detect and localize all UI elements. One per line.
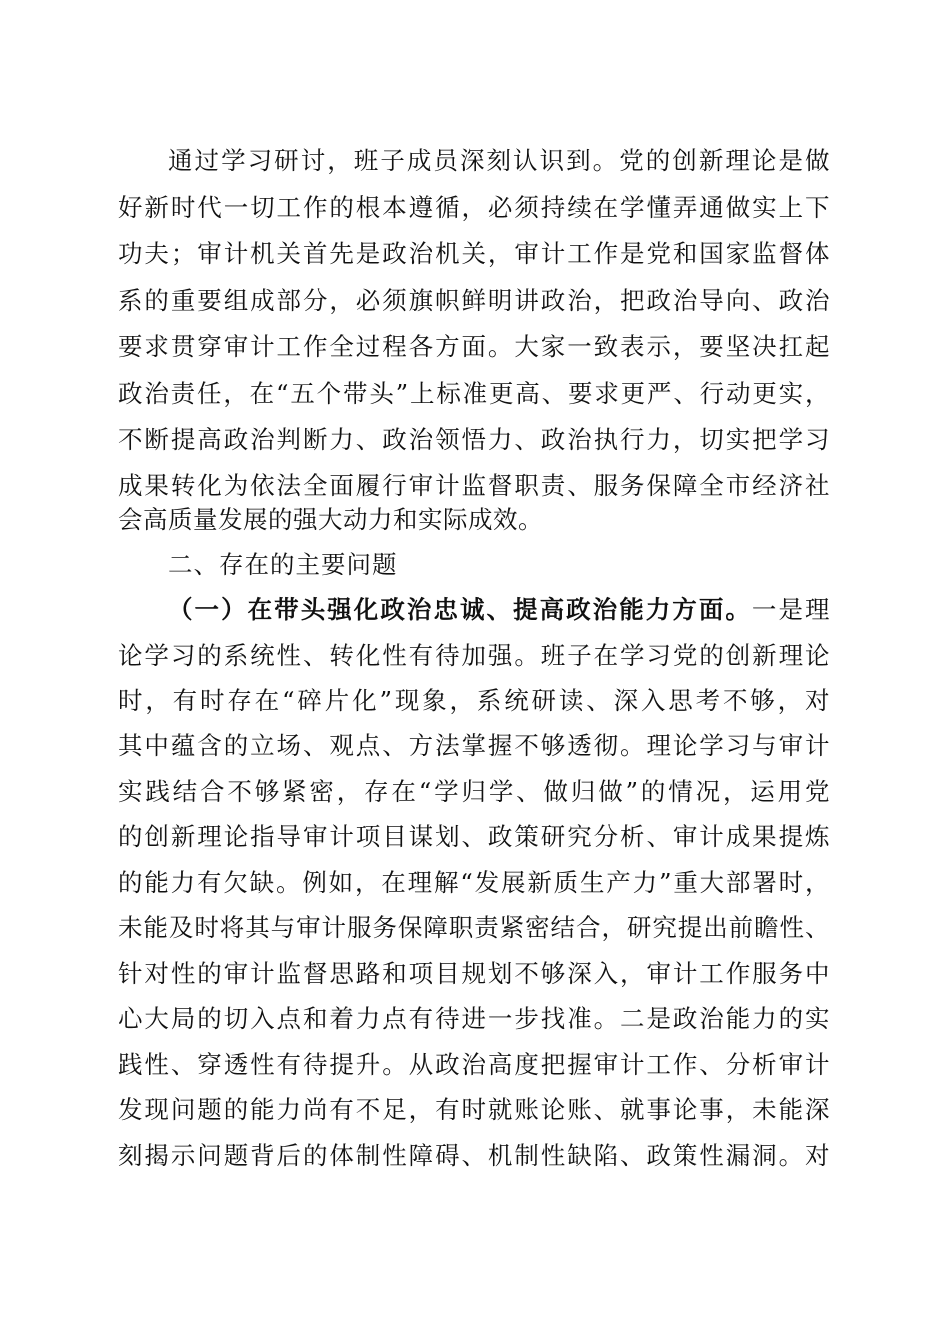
subsection-first-line-rest: 一是理 [751,595,831,624]
paragraph-line: 践性、穿透性有待提升。从政治高度把握审计工作、分析审计 [118,1050,830,1079]
paragraph-line: 的创新理论指导审计项目谋划、政策研究分析、审计成果提炼 [118,822,830,851]
paragraph-line: 针对性的审计监督思路和项目规划不够深入，审计工作服务中 [118,959,830,988]
paragraph-line: 其中蕴含的立场、观点、方法掌握不够透彻。理论学习与审计 [118,731,830,760]
paragraph-line: 通过学习研讨，班子成员深刻认识到。党的创新理论是做 [168,146,830,175]
subsection-first-line [168,590,830,630]
paragraph-line: 未能及时将其与审计服务保障职责紧密结合，研究提出前瞻性、 [118,913,830,942]
section-heading: 二、存在的主要问题 [168,550,398,579]
paragraph-line: 不断提高政治判断力、政治领悟力、政治执行力，切实把学习 [118,425,830,454]
paragraph-line: 心大局的切入点和着力点有待进一步找准。二是政治能力的实 [118,1004,830,1033]
subsection-title: （一）在带头强化政治忠诚、提高政治能力方面。 [168,595,752,624]
paragraph-line: 系的重要组成部分，必须旗帜鲜明讲政治，把政治导向、政治 [118,286,830,315]
paragraph-line: 的能力有欠缺。例如，在理解“发展新质生产力”重大部署时， [118,868,830,897]
paragraph-line: 刻揭示问题背后的体制性障碍、机制性缺陷、政策性漏洞。对 [118,1141,830,1170]
paragraph-line: 发现问题的能力尚有不足，有时就账论账、就事论事，未能深 [118,1095,830,1124]
paragraph-line: 成果转化为依法全面履行审计监督职责、服务保障全市经济社 [118,471,830,500]
paragraph-line: 要求贯穿审计工作全过程各方面。大家一致表示，要坚决扛起 [118,332,830,361]
paragraph-line: 政治责任，在“五个带头”上标准更高、要求更严、行动更实， [118,379,830,408]
paragraph-line: 实践结合不够紧密，存在“学归学、做归做”的情况，运用党 [118,777,830,806]
paragraph-line: 好新时代一切工作的根本遵循，必须持续在学懂弄通做实上下 [118,193,830,222]
paragraph-line: 功夫；审计机关首先是政治机关，审计工作是党和国家监督体 [118,239,830,268]
paragraph-line: 时，有时存在“碎片化”现象，系统研读、深入思考不够，对 [118,686,830,715]
paragraph-line: 会高质量发展的强大动力和实际成效。 [118,505,543,534]
paragraph-line: 论学习的系统性、转化性有待加强。班子在学习党的创新理论 [118,641,830,670]
